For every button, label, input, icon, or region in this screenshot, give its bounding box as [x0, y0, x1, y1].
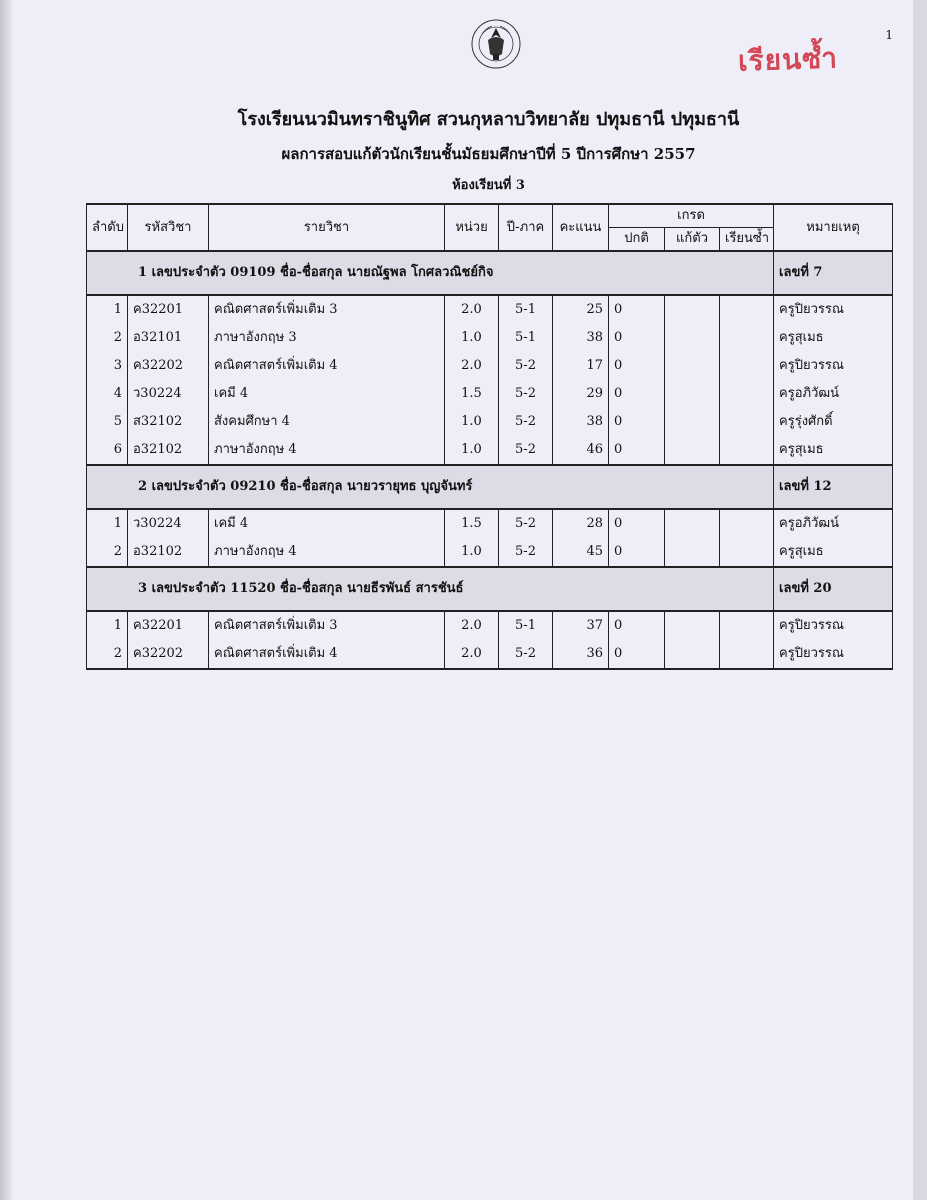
student-info: [87, 567, 774, 611]
table-row: [87, 611, 893, 640]
cell-subject: ภาษาอังกฤษ 4: [209, 436, 445, 465]
cell-score: 45: [553, 538, 609, 567]
table-row: [87, 509, 893, 538]
cell-unit: 1.0: [445, 408, 499, 436]
cell-unit: 2.0: [445, 640, 499, 669]
col-remark-header: หมายเหตุ: [774, 204, 893, 251]
cell-grade-retest: [665, 324, 720, 352]
table-row: [87, 436, 893, 465]
cell-remark: ครูอภิวัฒน์: [774, 509, 893, 538]
cell-order: 1: [87, 295, 128, 324]
cell-code: ค32202: [128, 352, 209, 380]
student-header-row: [87, 567, 893, 611]
col-grade-retest-header: แก้ตัว: [665, 228, 720, 252]
cell-grade-retest: [665, 611, 720, 640]
cell-remark: ครูปิยวรรณ: [774, 640, 893, 669]
cell-code: อ32102: [128, 538, 209, 567]
cell-unit: 2.0: [445, 611, 499, 640]
cell-unit: 2.0: [445, 352, 499, 380]
cell-score: 36: [553, 640, 609, 669]
cell-code: อ32102: [128, 436, 209, 465]
cell-score: 25: [553, 295, 609, 324]
table-row: [87, 352, 893, 380]
cell-grade-retest: [665, 380, 720, 408]
cell-term: 5-2: [499, 509, 553, 538]
cell-unit: 1.0: [445, 324, 499, 352]
cell-term: 5-2: [499, 436, 553, 465]
col-code-header: รหัสวิชา: [128, 204, 209, 251]
cell-subject: คณิตศาสตร์เพิ่มเติม 3: [209, 295, 445, 324]
cell-term: 5-2: [499, 538, 553, 567]
col-term-header: ปี-ภาค: [499, 204, 553, 251]
classroom-label: ห้องเรียนที่ 3: [452, 178, 525, 193]
cell-grade-normal: 0: [609, 324, 665, 352]
student-number: เลขที่ 20: [774, 567, 893, 611]
cell-grade-repeat: [720, 295, 774, 324]
school-emblem-icon: [468, 14, 524, 74]
table-row: [87, 324, 893, 352]
cell-remark: ครูปิยวรรณ: [774, 295, 893, 324]
student-info: [87, 465, 774, 509]
cell-grade-normal: 0: [609, 295, 665, 324]
cell-score: 17: [553, 352, 609, 380]
cell-grade-normal: 0: [609, 408, 665, 436]
cell-code: ค32201: [128, 295, 209, 324]
cell-code: ค32202: [128, 640, 209, 669]
cell-order: 1: [87, 509, 128, 538]
cell-grade-normal: 0: [609, 538, 665, 567]
col-grade-normal-header: ปกติ: [609, 228, 665, 252]
cell-unit: 1.5: [445, 380, 499, 408]
cell-subject: คณิตศาสตร์เพิ่มเติม 3: [209, 611, 445, 640]
cell-grade-repeat: [720, 640, 774, 669]
cell-subject: คณิตศาสตร์เพิ่มเติม 4: [209, 352, 445, 380]
cell-grade-repeat: [720, 509, 774, 538]
cell-grade-retest: [665, 640, 720, 669]
cell-term: 5-2: [499, 640, 553, 669]
cell-remark: ครูอภิวัฒน์: [774, 380, 893, 408]
student-info-text: 3 เลขประจำตัว 11520 ชื่อ-ชื่อสกุล นายธีรพันธ์ สารชันธ์: [138, 581, 464, 596]
cell-remark: ครูปิยวรรณ: [774, 352, 893, 380]
cell-remark: ครูปิยวรรณ: [774, 611, 893, 640]
cell-unit: 2.0: [445, 295, 499, 324]
cell-term: 5-2: [499, 408, 553, 436]
cell-order: 2: [87, 324, 128, 352]
results-body: [87, 251, 893, 669]
cell-remark: ครูรุ่งศักดิ์: [774, 408, 893, 436]
cell-score: 46: [553, 436, 609, 465]
cell-term: 5-1: [499, 295, 553, 324]
cell-grade-retest: [665, 408, 720, 436]
cell-grade-repeat: [720, 380, 774, 408]
cell-unit: 1.0: [445, 436, 499, 465]
cell-code: อ32101: [128, 324, 209, 352]
cell-grade-repeat: [720, 538, 774, 567]
col-order-header: ลำดับ: [87, 204, 128, 251]
cell-code: ส32102: [128, 408, 209, 436]
cell-term: 5-2: [499, 352, 553, 380]
cell-code: ว30224: [128, 509, 209, 538]
cell-unit: 1.0: [445, 538, 499, 567]
cell-subject: เคมี 4: [209, 509, 445, 538]
col-grade-header: เกรด: [609, 204, 774, 228]
cell-score: 38: [553, 324, 609, 352]
table-row: [87, 640, 893, 669]
cell-order: 2: [87, 640, 128, 669]
cell-order: 3: [87, 352, 128, 380]
col-subject-header: รายวิชา: [209, 204, 445, 251]
table-row: [87, 538, 893, 567]
col-unit-header: หน่วย: [445, 204, 499, 251]
cell-remark: ครูสุเมธ: [774, 436, 893, 465]
cell-order: 5: [87, 408, 128, 436]
results-table: [86, 203, 893, 670]
cell-subject: ภาษาอังกฤษ 4: [209, 538, 445, 567]
cell-code: ค32201: [128, 611, 209, 640]
cell-code: ว30224: [128, 380, 209, 408]
cell-grade-retest: [665, 538, 720, 567]
cell-order: 4: [87, 380, 128, 408]
cell-subject: เคมี 4: [209, 380, 445, 408]
school-title: โรงเรียนนวมินทราชินูทิศ สวนกุหลาบวิทยาลัย ปทุมธานี ปทุมธานี: [237, 109, 740, 130]
student-info-text: 2 เลขประจำตัว 09210 ชื่อ-ชื่อสกุล นายวรายุทธ บุญจันทร์: [138, 479, 473, 494]
cell-grade-normal: 0: [609, 640, 665, 669]
repeat-course-stamp: เรียนซ้ำ: [737, 41, 839, 78]
cell-score: 38: [553, 408, 609, 436]
cell-order: 1: [87, 611, 128, 640]
cell-term: 5-1: [499, 611, 553, 640]
cell-subject: สังคมศึกษา 4: [209, 408, 445, 436]
table-header-row: [87, 204, 893, 228]
student-info: [87, 251, 774, 295]
cell-grade-retest: [665, 509, 720, 538]
cell-grade-normal: 0: [609, 611, 665, 640]
table-row: [87, 380, 893, 408]
col-grade-repeat-header: เรียนซ้ำ: [720, 228, 774, 252]
table-row: [87, 295, 893, 324]
cell-grade-retest: [665, 295, 720, 324]
cell-remark: ครูสุเมธ: [774, 324, 893, 352]
cell-subject: ภาษาอังกฤษ 3: [209, 324, 445, 352]
cell-grade-normal: 0: [609, 509, 665, 538]
cell-grade-repeat: [720, 324, 774, 352]
student-header-row: [87, 465, 893, 509]
page-number: 1: [885, 28, 893, 42]
cell-unit: 1.5: [445, 509, 499, 538]
cell-score: 28: [553, 509, 609, 538]
cell-score: 37: [553, 611, 609, 640]
cell-score: 29: [553, 380, 609, 408]
cell-order: 2: [87, 538, 128, 567]
cell-grade-repeat: [720, 611, 774, 640]
cell-grade-repeat: [720, 352, 774, 380]
cell-grade-normal: 0: [609, 436, 665, 465]
cell-term: 5-1: [499, 324, 553, 352]
table-row: [87, 408, 893, 436]
cell-grade-normal: 0: [609, 352, 665, 380]
student-number: เลขที่ 12: [774, 465, 893, 509]
cell-subject: คณิตศาสตร์เพิ่มเติม 4: [209, 640, 445, 669]
cell-grade-retest: [665, 352, 720, 380]
cell-order: 6: [87, 436, 128, 465]
cell-grade-repeat: [720, 408, 774, 436]
cell-grade-retest: [665, 436, 720, 465]
cell-remark: ครูสุเมธ: [774, 538, 893, 567]
student-info-text: 1 เลขประจำตัว 09109 ชื่อ-ชื่อสกุล นายณัฐพล โกศลวณิชย์กิจ: [138, 265, 494, 280]
cell-term: 5-2: [499, 380, 553, 408]
student-header-row: [87, 251, 893, 295]
cell-grade-repeat: [720, 436, 774, 465]
student-number: เลขที่ 7: [774, 251, 893, 295]
report-subtitle: ผลการสอบแก้ตัวนักเรียนชั้นมัธยมศึกษาปีที่ 5 ปีการศึกษา 2557: [281, 145, 696, 163]
cell-grade-normal: 0: [609, 380, 665, 408]
col-score-header: คะแนน: [553, 204, 609, 251]
